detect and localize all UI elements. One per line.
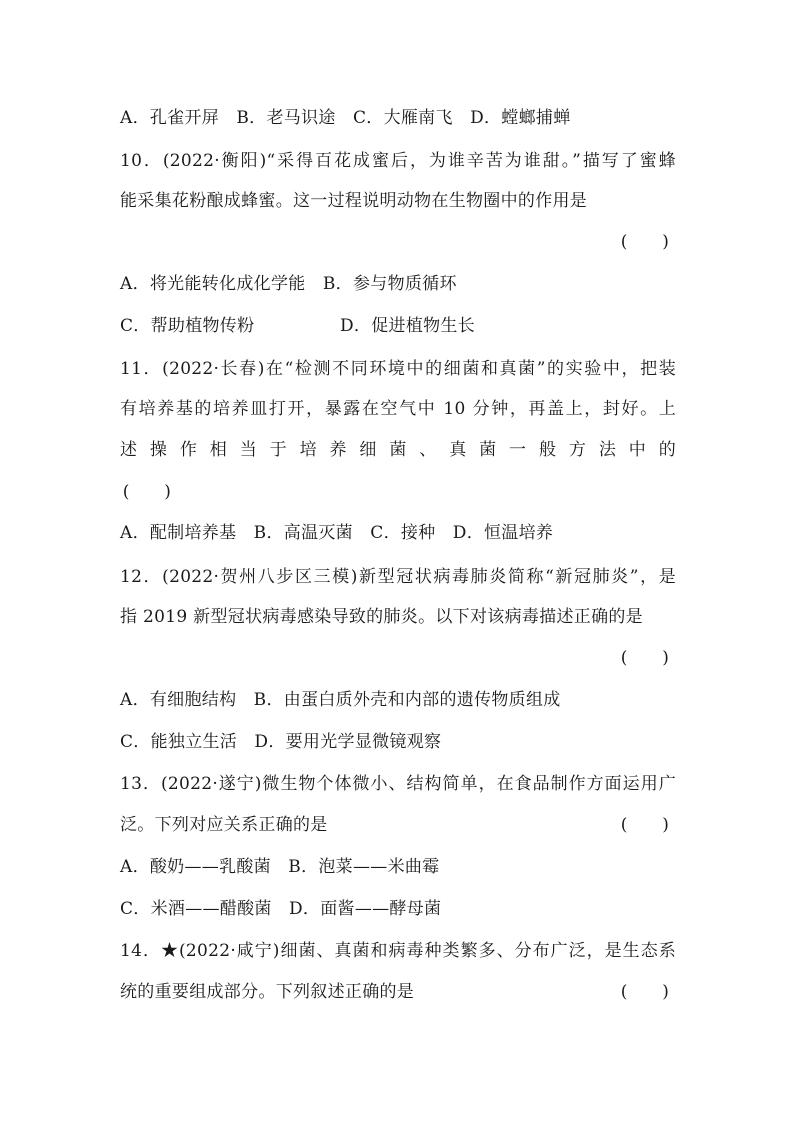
q13-stem-line2 <box>120 813 676 837</box>
q10-option-d: D．促进植物生长 <box>340 316 476 336</box>
answer-blank: ( ) <box>620 648 670 668</box>
q12-options-line1: A．有细胞结构 B．由蛋白质外壳和内部的遗传物质组成 <box>120 690 561 710</box>
q12-answer-paren <box>120 646 676 670</box>
answer-blank: ( ) <box>620 982 670 1002</box>
q14-stem-line2 <box>120 980 676 1004</box>
q12-stem-line2: 指 2019 新型冠状病毒感染导致的肺炎。以下对该病毒描述正确的是 <box>120 607 643 627</box>
q11-options: A．配制培养基 B．高温灭菌 C．接种 D．恒温培养 <box>120 523 554 543</box>
answer-blank: ( ) <box>122 482 172 502</box>
q10-stem-line1: 10．(2022·衡阳)“采得百花成蜜后，为谁辛苦为谁甜。”描写了蜜蜂 <box>120 151 676 171</box>
q13-stem-line1: 13．(2022·遂宁)微生物个体微小、结构简单，在食品制作方面运用广 <box>120 774 676 794</box>
q11-stem-line2: 有培养基的培养皿打开，暴露在空气中 10 分钟，再盖上，封好。上 <box>120 399 676 419</box>
q10-options-line2 <box>120 314 676 338</box>
q10-stem-line2: 能采集花粉酿成蜂蜜。这一过程说明动物在生物圈中的作用是 <box>120 191 588 211</box>
q12-options-line2: C．能独立生活 D．要用光学显微镜观察 <box>120 732 442 752</box>
answer-blank: ( ) <box>620 815 670 835</box>
q13-options-line2: C．米酒——醋酸菌 D．面酱——酵母菌 <box>120 899 442 919</box>
q10-answer-paren <box>120 230 676 254</box>
q11-answer-paren <box>116 480 672 504</box>
q10-options-line1: A．将光能转化成化学能 B．参与物质循环 <box>120 274 457 294</box>
q11-stem-line3: 述操作相当于培养细菌、真菌一般方法中的 <box>120 440 676 460</box>
q9-options: A．孔雀开屏 B．老马识途 C．大雁南飞 D．螳螂捕蝉 <box>120 108 571 128</box>
q11-stem-line1: 11．(2022·长春)在“检测不同环境中的细菌和真菌”的实验中，把装 <box>120 359 676 379</box>
q10-option-c: C．帮助植物传粉 <box>120 316 255 336</box>
answer-blank: ( ) <box>620 232 670 252</box>
q13-options-line1: A．酸奶——乳酸菌 B．泡菜——米曲霉 <box>120 857 440 877</box>
q14-stem-line1: 14．★(2022·咸宁)细菌、真菌和病毒种类繁多、分布广泛，是生态系 <box>120 941 676 961</box>
q14-stem-text: 统的重要组成部分。下列叙述正确的是 <box>120 982 415 1002</box>
q12-stem-line1: 12．(2022·贺州八步区三模)新型冠状病毒肺炎简称“新冠肺炎”，是 <box>120 567 676 587</box>
q13-stem-text: 泛。下列对应关系正确的是 <box>120 815 328 835</box>
